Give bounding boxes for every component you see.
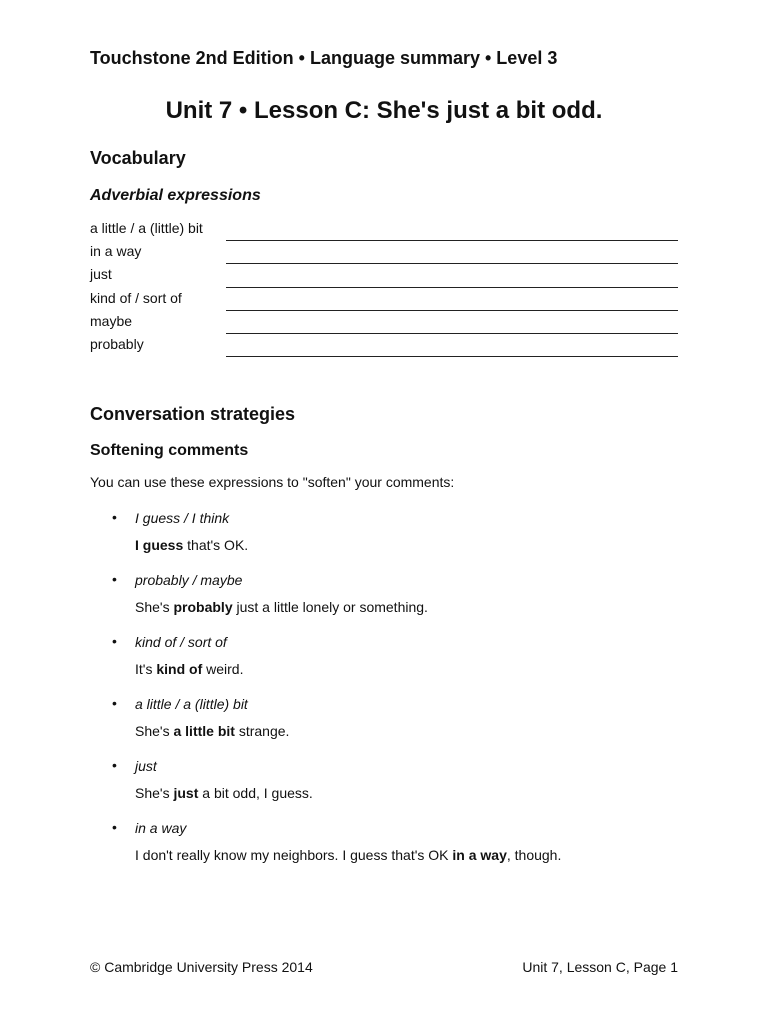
- list-item: [112, 632, 712, 694]
- vocabulary-list: [90, 218, 678, 357]
- footer-copyright: © Cambridge University Press 2014: [90, 959, 313, 975]
- example-sentence: I guess that's OK.: [135, 537, 249, 553]
- vocab-row: [90, 241, 678, 264]
- expression: probably / maybe: [135, 572, 243, 588]
- vocab-term: just: [90, 266, 112, 283]
- strategies-subheading: Softening comments: [90, 442, 249, 459]
- vocab-row: [90, 288, 678, 311]
- strategy-list: [112, 508, 712, 880]
- bullet-icon: •: [112, 757, 117, 773]
- bullet-icon: •: [112, 633, 117, 649]
- footer-page-label: Unit 7, Lesson C, Page 1: [522, 959, 678, 975]
- vocab-row: [90, 311, 678, 334]
- series-title: Touchstone 2nd Edition • Language summary • Level 3: [90, 48, 558, 68]
- vocab-row: [90, 264, 678, 287]
- bullet-icon: •: [112, 571, 117, 587]
- expression: in a way: [135, 820, 187, 836]
- vocab-term: in a way: [90, 243, 142, 260]
- example-sentence: She's just a bit odd, I guess.: [135, 785, 313, 801]
- highlighted-phrase: kind of: [156, 661, 203, 677]
- strategies-intro: You can use these expressions to "soften" your comments:: [90, 474, 455, 490]
- vocab-term: a little / a (little) bit: [90, 220, 203, 236]
- vocab-row: [90, 218, 678, 241]
- highlighted-phrase: a little bit: [173, 723, 235, 739]
- list-item: [112, 508, 712, 570]
- highlighted-phrase: probably: [173, 599, 233, 615]
- list-item: [112, 756, 712, 818]
- vocab-row: [90, 334, 678, 357]
- expression: a little / a (little) bit: [135, 696, 248, 712]
- highlighted-phrase: I guess: [135, 537, 184, 553]
- vocabulary-subheading: Adverbial expressions: [90, 187, 261, 204]
- expression: kind of / sort of: [135, 634, 227, 650]
- bullet-icon: •: [112, 695, 117, 711]
- list-item: [112, 818, 712, 880]
- example-sentence: I don't really know my neighbors. I guess that's OK in a way, though.: [135, 847, 562, 863]
- strategies-heading: Conversation strategies: [90, 404, 296, 424]
- list-item: [112, 694, 712, 756]
- example-sentence: She's probably just a little lonely or something.: [135, 599, 428, 615]
- unit-title: Unit 7 • Lesson C: She's just a bit odd.: [165, 97, 603, 124]
- vocab-term: kind of / sort of: [90, 289, 182, 306]
- highlighted-phrase: in a way: [452, 847, 507, 863]
- vocabulary-heading: Vocabulary: [90, 148, 186, 168]
- list-item: [112, 570, 712, 632]
- expression: I guess / I think: [135, 510, 230, 526]
- answer-line: [226, 356, 678, 357]
- expression: just: [135, 758, 157, 774]
- bullet-icon: •: [112, 509, 117, 525]
- vocab-term: maybe: [90, 312, 133, 329]
- example-sentence: She's a little bit strange.: [135, 723, 290, 739]
- vocab-term: probably: [90, 335, 144, 352]
- highlighted-phrase: just: [173, 785, 199, 801]
- bullet-icon: •: [112, 819, 117, 835]
- example-sentence: It's kind of weird.: [135, 661, 244, 677]
